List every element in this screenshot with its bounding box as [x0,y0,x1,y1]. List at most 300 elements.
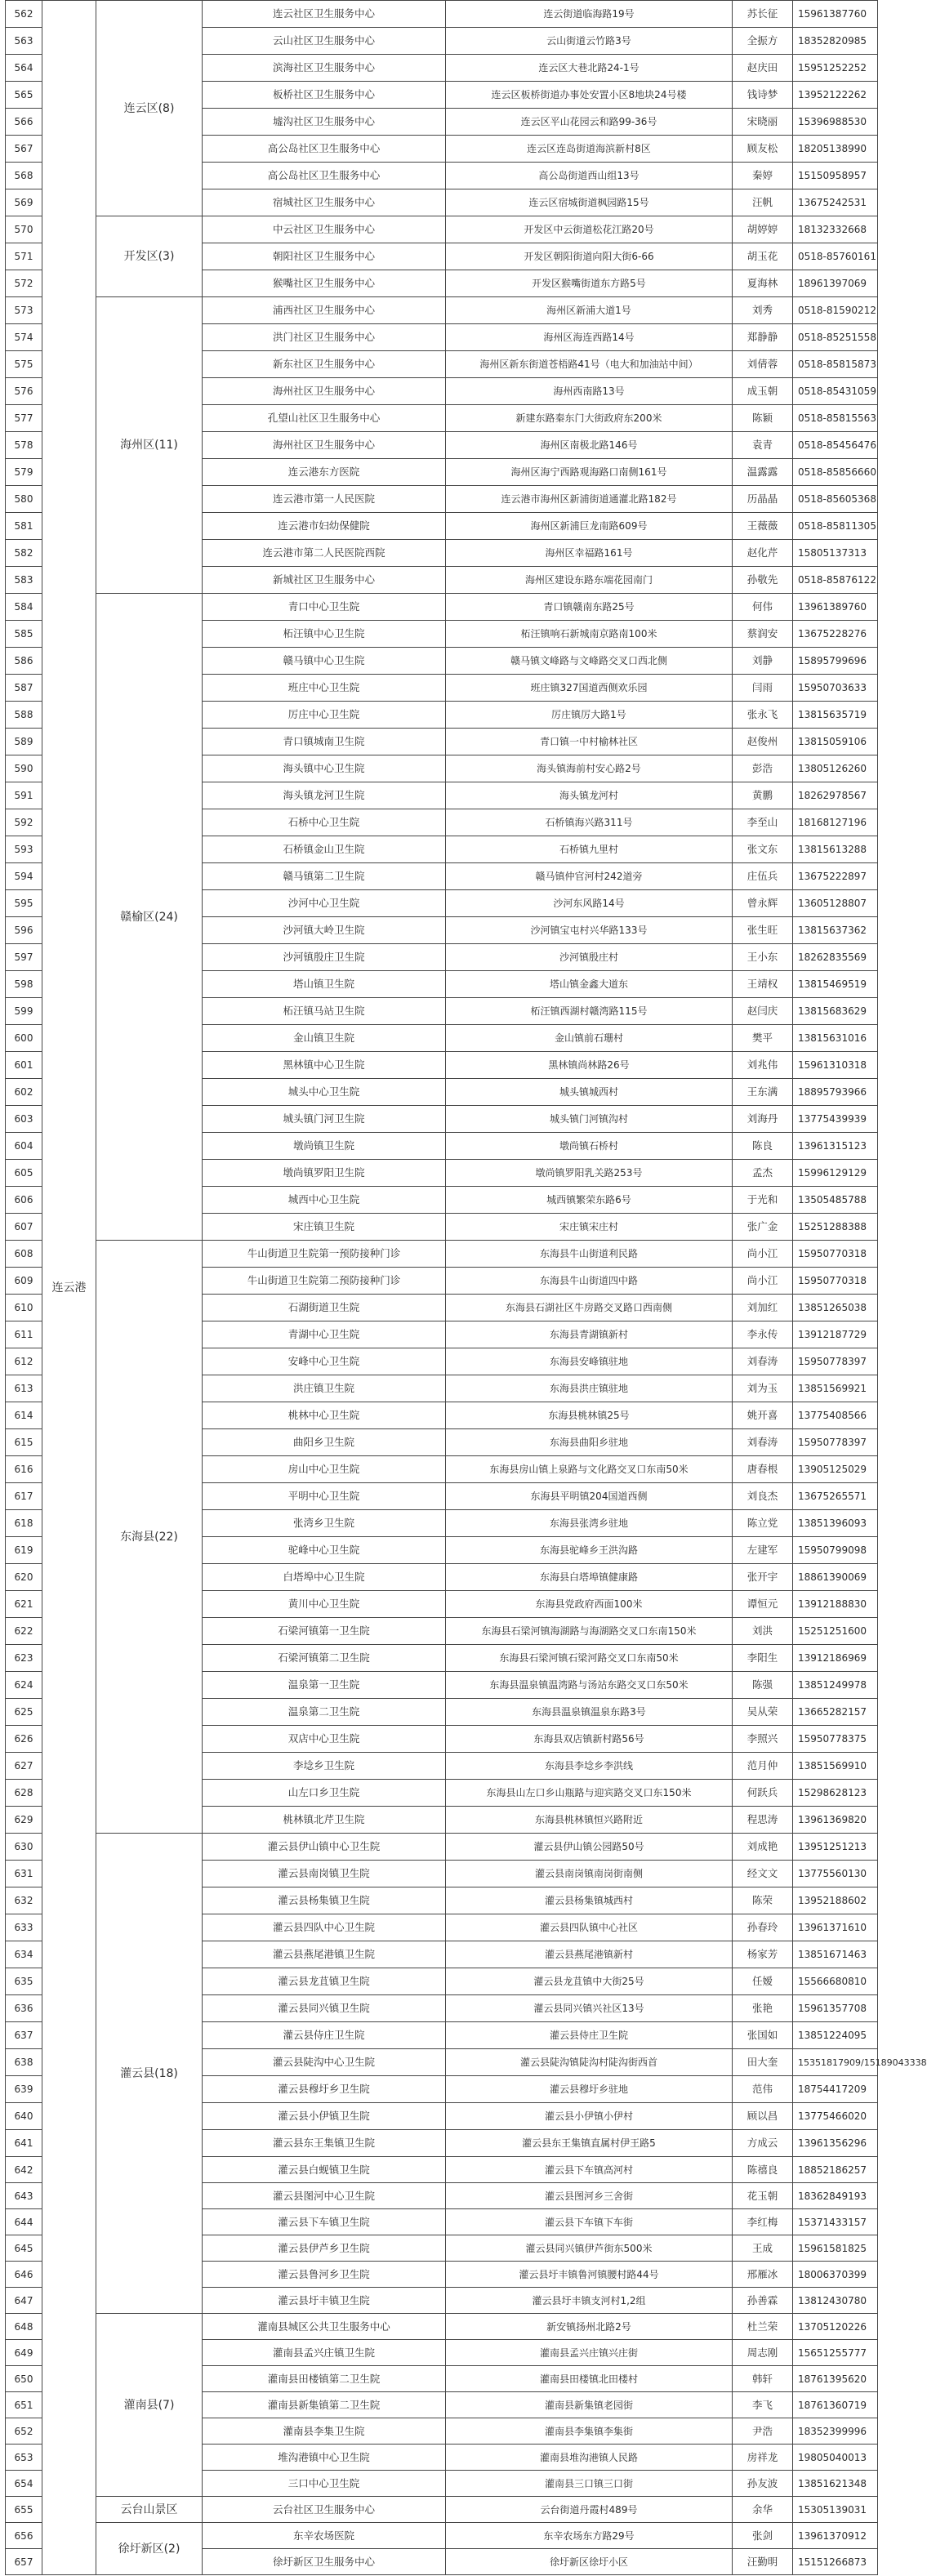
site-name: 灌云县圩丰镇卫生院 [203,2288,446,2314]
row-number: 641 [6,2130,42,2157]
table-row [6,216,878,243]
contact-phone: 13851621348 [793,2471,878,2497]
district-cell: 赣榆区(24) [96,594,203,1241]
contact-person: 田大奎 [733,2049,793,2076]
site-address: 连云港市海州区新浦街道通灌北路182号 [446,486,733,513]
site-address: 东海县双店镇新村路56号 [446,1726,733,1753]
site-address: 黑林镇尚林路26号 [446,1052,733,1079]
contact-person: 张广金 [733,1214,793,1241]
site-name: 灌云县燕尾港镇卫生院 [203,1941,446,1968]
row-number: 562 [6,1,42,28]
site-table [5,0,927,2575]
row-number: 568 [6,163,42,189]
row-number: 587 [6,675,42,702]
site-address: 新安镇扬州北路2号 [446,2314,733,2340]
row-number: 624 [6,1672,42,1699]
contact-person: 方成云 [733,2130,793,2157]
contact-person: 张国如 [733,2022,793,2049]
contact-phone: 15396988530 [793,109,878,136]
contact-phone: 0518-85815563 [793,405,878,432]
site-name: 墟沟社区卫生服务中心 [203,109,446,136]
site-name: 李埝乡卫生院 [203,1753,446,1780]
contact-phone: 15950778375 [793,1726,878,1753]
site-name: 洪庄镇卫生院 [203,1375,446,1402]
site-name: 灌云县穆圩乡卫生院 [203,2076,446,2103]
site-address: 青口镇一中村榆林社区 [446,729,733,755]
district-cell: 连云区(8) [96,1,203,216]
row-number: 564 [6,55,42,82]
contact-person: 黄鹏 [733,782,793,809]
contact-person: 李阳生 [733,1645,793,1672]
row-number: 579 [6,459,42,486]
site-address: 柘汪镇西湖村赣湾路115号 [446,998,733,1025]
contact-phone: 13815469519 [793,971,878,998]
site-address: 灌云县四队镇中心社区 [446,1914,733,1941]
contact-person: 张永飞 [733,702,793,729]
site-name: 灌云县图河中心卫生院 [203,2183,446,2209]
row-number: 576 [6,378,42,405]
row-number: 572 [6,270,42,297]
row-number: 585 [6,621,42,648]
contact-person: 杨家芳 [733,1941,793,1968]
contact-phone: 15351817909/15189043338 [793,2049,878,2076]
contact-person: 赵闫庆 [733,998,793,1025]
site-address: 连云区大巷北路24-1号 [446,55,733,82]
contact-phone: 13805126260 [793,755,878,782]
row-number: 616 [6,1456,42,1483]
contact-phone: 15251251600 [793,1618,878,1645]
contact-phone: 13665282157 [793,1699,878,1726]
site-address: 连云区平山花园云和路99-36号 [446,109,733,136]
site-address: 云山街道云竹路3号 [446,28,733,55]
contact-phone: 18761360719 [793,2392,878,2418]
site-address: 沙河东风路14号 [446,890,733,917]
site-name: 牛山街道卫生院第二预防接种门诊 [203,1268,446,1295]
site-name: 曲阳乡卫生院 [203,1429,446,1456]
site-name: 班庄中心卫生院 [203,675,446,702]
site-name: 滨海社区卫生服务中心 [203,55,446,82]
site-name: 海头镇中心卫生院 [203,755,446,782]
contact-person: 邢雁冰 [733,2262,793,2288]
contact-person: 任嫒 [733,1968,793,1995]
site-address: 连云区板桥街道办事处安置小区8地块24号楼 [446,82,733,109]
site-address: 连云区宿城街道枫园路15号 [446,189,733,216]
contact-person: 姚开喜 [733,1402,793,1429]
contact-phone: 18961397069 [793,270,878,297]
contact-person: 陈良 [733,1133,793,1160]
contact-phone: 15371433157 [793,2209,878,2235]
site-address: 东海县驼峰乡王洪沟路 [446,1537,733,1564]
site-name: 灌云县伊芦乡卫生院 [203,2235,446,2262]
district-cell: 开发区(3) [96,216,203,297]
contact-phone: 15950703633 [793,675,878,702]
contact-phone: 15996129129 [793,1160,878,1187]
site-name: 青口镇城南卫生院 [203,729,446,755]
site-address: 灌云县圩丰镇鲁河镇腰村路44号 [446,2262,733,2288]
contact-person: 陈强 [733,1672,793,1699]
site-address: 东海县曲阳乡驻地 [446,1429,733,1456]
contact-person: 李照兴 [733,1726,793,1753]
site-name: 灌云县鲁河乡卫生院 [203,2262,446,2288]
site-name: 灌南县城区公共卫生服务中心 [203,2314,446,2340]
site-address: 灌云县同兴镇兴社区13号 [446,1995,733,2022]
contact-person: 庄伍兵 [733,863,793,890]
site-address: 墩尚镇石桥村 [446,1133,733,1160]
contact-person: 杜兰荣 [733,2314,793,2340]
contact-phone: 18861390069 [793,1564,878,1591]
row-number: 582 [6,540,42,567]
site-name: 桃林镇北芹卫生院 [203,1807,446,1834]
site-address: 开发区猴嘴街道东方路5号 [446,270,733,297]
site-address: 徐圩新区徐圩小区 [446,2549,733,2575]
site-name: 石梁河镇第一卫生院 [203,1618,446,1645]
contact-phone: 13961369820 [793,1807,878,1834]
site-name: 宋庄镇卫生院 [203,1214,446,1241]
contact-person: 何伟 [733,594,793,621]
site-name: 柘汪镇中心卫生院 [203,621,446,648]
contact-person: 宋晓丽 [733,109,793,136]
contact-person: 张剑 [733,2523,793,2549]
site-address: 赣马镇文峰路与文峰路交叉口西北侧 [446,648,733,675]
contact-phone: 13505485788 [793,1187,878,1214]
contact-phone: 18262978567 [793,782,878,809]
contact-person: 尚小江 [733,1241,793,1268]
site-name: 灌云县陡沟中心卫生院 [203,2049,446,2076]
table-row [6,1834,878,1861]
row-number: 612 [6,1348,42,1375]
site-name: 三口中心卫生院 [203,2471,446,2497]
contact-person: 刘加红 [733,1295,793,1321]
contact-phone: 18006370399 [793,2262,878,2288]
site-name: 黑林镇中心卫生院 [203,1052,446,1079]
contact-phone: 13775560130 [793,1861,878,1887]
site-name: 赣马镇第二卫生院 [203,863,446,890]
row-number: 571 [6,243,42,270]
site-address: 灌云县下车镇高河村 [446,2157,733,2183]
site-name: 灌云县白蚬镇卫生院 [203,2157,446,2183]
row-number: 648 [6,2314,42,2340]
site-address: 东海县石湖社区牛房路交叉路口西南侧 [446,1295,733,1321]
row-number: 642 [6,2157,42,2183]
contact-person: 张生旺 [733,917,793,944]
site-name: 浦西社区卫生服务中心 [203,297,446,324]
site-address: 东海县牛山街道利民路 [446,1241,733,1268]
contact-phone: 13775408566 [793,1402,878,1429]
contact-person: 王靖权 [733,971,793,998]
contact-person: 王东满 [733,1079,793,1106]
site-name: 连云港市第一人民医院 [203,486,446,513]
site-name: 灌云县杨集镇卫生院 [203,1887,446,1914]
contact-person: 范月仲 [733,1753,793,1780]
contact-phone: 15651255777 [793,2340,878,2366]
row-number: 620 [6,1564,42,1591]
site-name: 东辛农场医院 [203,2523,446,2549]
district-cell: 云台山景区 [96,2497,203,2523]
table-row [6,297,878,324]
contact-phone: 13961370912 [793,2523,878,2549]
contact-person: 历晶晶 [733,486,793,513]
contact-person: 程思涛 [733,1807,793,1834]
contact-phone: 15961357708 [793,1995,878,2022]
contact-phone: 0518-85856660 [793,459,878,486]
site-name: 石桥中心卫生院 [203,809,446,836]
site-address: 云台街道丹霞村489号 [446,2497,733,2523]
site-name: 赣马镇中心卫生院 [203,648,446,675]
site-address: 东海县石梁河镇海湖路与海湖路交叉口东南150米 [446,1618,733,1645]
row-number: 646 [6,2262,42,2288]
contact-phone: 13961371610 [793,1914,878,1941]
contact-phone: 18852186257 [793,2157,878,2183]
site-name: 新城社区卫生服务中心 [203,567,446,594]
row-number: 655 [6,2497,42,2523]
contact-person: 夏海林 [733,270,793,297]
row-number: 657 [6,2549,42,2575]
contact-person: 全振方 [733,28,793,55]
contact-phone: 13675222897 [793,863,878,890]
row-number: 609 [6,1268,42,1295]
contact-person: 于光和 [733,1187,793,1214]
contact-person: 刘为玉 [733,1375,793,1402]
site-name: 城头中心卫生院 [203,1079,446,1106]
row-number: 599 [6,998,42,1025]
site-address: 灌南县堆沟港镇人民路 [446,2445,733,2471]
site-name: 房山中心卫生院 [203,1456,446,1483]
contact-phone: 15950799098 [793,1537,878,1564]
site-address: 东海县房山镇上泉路与文化路交叉口东南50米 [446,1456,733,1483]
row-number: 586 [6,648,42,675]
contact-person: 孙友波 [733,2471,793,2497]
contact-phone: 0518-81590212 [793,297,878,324]
row-number: 628 [6,1780,42,1807]
row-number: 615 [6,1429,42,1456]
site-name: 双店中心卫生院 [203,1726,446,1753]
row-number: 600 [6,1025,42,1052]
row-number: 625 [6,1699,42,1726]
row-number: 588 [6,702,42,729]
site-name: 连云港东方医院 [203,459,446,486]
site-address: 海州区新浦大道1号 [446,297,733,324]
site-address: 东海县山左口乡山瓶路与迎宾路交叉口东150米 [446,1780,733,1807]
contact-person: 尹浩 [733,2418,793,2445]
contact-phone: 13851224095 [793,2022,878,2049]
contact-phone: 15150958957 [793,163,878,189]
site-address: 宋庄镇宋庄村 [446,1214,733,1241]
site-address: 灌云县南岗镇南岗街南侧 [446,1861,733,1887]
row-number: 578 [6,432,42,459]
site-address: 灌云县侍庄卫生院 [446,2022,733,2049]
table-row [6,2314,878,2340]
contact-phone: 13675228276 [793,621,878,648]
row-number: 631 [6,1861,42,1887]
row-number: 610 [6,1295,42,1321]
contact-phone: 0518-85605368 [793,486,878,513]
contact-person: 刘秀 [733,297,793,324]
contact-person: 闫雨 [733,675,793,702]
contact-phone: 15298628123 [793,1780,878,1807]
site-name: 石梁河镇第二卫生院 [203,1645,446,1672]
contact-person: 张艳 [733,1995,793,2022]
contact-phone: 18205138990 [793,136,878,163]
site-name: 灌南县田楼镇第二卫生院 [203,2366,446,2392]
contact-person: 范伟 [733,2076,793,2103]
site-name: 温泉第二卫生院 [203,1699,446,1726]
contact-phone: 13815635719 [793,702,878,729]
site-name: 城头镇门河卫生院 [203,1106,446,1133]
contact-person: 顾友松 [733,136,793,163]
site-address: 东海县安峰镇驻地 [446,1348,733,1375]
site-address: 开发区中云街道松花江路20号 [446,216,733,243]
row-number: 630 [6,1834,42,1861]
contact-phone: 13775466020 [793,2103,878,2130]
row-number: 565 [6,82,42,109]
contact-phone: 18754417209 [793,2076,878,2103]
site-address: 石桥镇海兴路311号 [446,809,733,836]
contact-person: 李至山 [733,809,793,836]
row-number: 611 [6,1321,42,1348]
contact-phone: 18352820985 [793,28,878,55]
site-address: 墩尚镇罗阳乳关路253号 [446,1160,733,1187]
contact-phone: 0518-85811305 [793,513,878,540]
site-name: 连云港市妇幼保健院 [203,513,446,540]
contact-phone: 13815683629 [793,998,878,1025]
contact-person: 赵庆田 [733,55,793,82]
district-cell: 海州区(11) [96,297,203,594]
contact-person: 刘春涛 [733,1348,793,1375]
contact-phone: 15566680810 [793,1968,878,1995]
row-number: 591 [6,782,42,809]
row-number: 594 [6,863,42,890]
contact-person: 彭浩 [733,755,793,782]
contact-person: 李飞 [733,2392,793,2418]
row-number: 605 [6,1160,42,1187]
row-number: 567 [6,136,42,163]
contact-phone: 13912186969 [793,1645,878,1672]
site-address: 海州西南路13号 [446,378,733,405]
site-address: 海头镇龙河村 [446,782,733,809]
contact-phone: 15895799696 [793,648,878,675]
contact-person: 刘倩蓉 [733,351,793,378]
site-name: 张湾乡卫生院 [203,1510,446,1537]
contact-person: 刘海丹 [733,1106,793,1133]
row-number: 619 [6,1537,42,1564]
site-name: 山左口乡卫生院 [203,1780,446,1807]
row-number: 614 [6,1402,42,1429]
site-address: 城西镇繁荣东路6号 [446,1187,733,1214]
contact-phone: 13775439939 [793,1106,878,1133]
site-address: 海州区新东街道苍梧路41号（电大和加油站中间） [446,351,733,378]
site-name: 柘汪镇马站卫生院 [203,998,446,1025]
site-name: 灌云县小伊镇卫生院 [203,2103,446,2130]
contact-phone: 13705120226 [793,2314,878,2340]
site-address: 东海县温泉镇温泉东路3号 [446,1699,733,1726]
site-name: 灌南县新集镇第二卫生院 [203,2392,446,2418]
site-name: 板桥社区卫生服务中心 [203,82,446,109]
row-number: 638 [6,2049,42,2076]
contact-phone: 13912187729 [793,1321,878,1348]
row-number: 593 [6,836,42,863]
contact-phone: 19805040013 [793,2445,878,2471]
row-number: 589 [6,729,42,755]
contact-person: 李红梅 [733,2209,793,2235]
site-address: 海州区南极北路146号 [446,432,733,459]
site-address: 东海县桃林镇恒兴路附近 [446,1807,733,1834]
site-name: 安峰中心卫生院 [203,1348,446,1375]
site-name: 沙河镇殷庄卫生院 [203,944,446,971]
contact-phone: 13851569910 [793,1753,878,1780]
site-name: 堆沟港镇中心卫生院 [203,2445,446,2471]
site-address: 石桥镇九里村 [446,836,733,863]
contact-person: 袁青 [733,432,793,459]
contact-phone: 13851671463 [793,1941,878,1968]
row-number: 653 [6,2445,42,2471]
site-name: 厉庄中心卫生院 [203,702,446,729]
site-address: 东海县桃林镇25号 [446,1402,733,1429]
contact-person: 樊平 [733,1025,793,1052]
site-address: 灌云县图河乡三舍街 [446,2183,733,2209]
row-number: 570 [6,216,42,243]
row-number: 606 [6,1187,42,1214]
row-number: 598 [6,971,42,998]
site-name: 灌云县下车镇卫生院 [203,2209,446,2235]
contact-phone: 13851396093 [793,1510,878,1537]
row-number: 584 [6,594,42,621]
site-name: 牛山街道卫生院第一预防接种门诊 [203,1241,446,1268]
contact-person: 刘兆伟 [733,1052,793,1079]
site-address: 沙河镇殷庄村 [446,944,733,971]
contact-phone: 0518-85876122 [793,567,878,594]
contact-phone: 13961356296 [793,2130,878,2157]
contact-phone: 0518-85760161 [793,243,878,270]
row-number: 636 [6,1995,42,2022]
site-address: 灌云县伊山镇公园路50号 [446,1834,733,1861]
site-address: 海州区建设东路东端花园南门 [446,567,733,594]
contact-phone: 0518-85456476 [793,432,878,459]
district-cell: 东海县(22) [96,1241,203,1834]
site-address: 东海县石梁河镇石梁河路交叉口东南50米 [446,1645,733,1672]
site-address: 海州区海宁西路观海路口南侧161号 [446,459,733,486]
site-address: 灌云县小伊镇小伊村 [446,2103,733,2130]
contact-person: 何跃兵 [733,1780,793,1807]
site-name: 灌南县李集卫生院 [203,2418,446,2445]
site-name: 石湖街道卫生院 [203,1295,446,1321]
site-address: 赣马镇仲官河村242道旁 [446,863,733,890]
contact-phone: 13605128807 [793,890,878,917]
contact-person: 郑静静 [733,324,793,351]
row-number: 632 [6,1887,42,1914]
site-name: 温泉第一卫生院 [203,1672,446,1699]
site-name: 灌云县南岗镇卫生院 [203,1861,446,1887]
contact-person: 蔡润安 [733,621,793,648]
site-address: 灌南县三口镇三口街 [446,2471,733,2497]
site-address: 海州区幸福路161号 [446,540,733,567]
contact-phone: 15961581825 [793,2235,878,2262]
contact-person: 尚小江 [733,1268,793,1295]
table-row [6,1,878,28]
site-address: 东海县牛山街道四中路 [446,1268,733,1295]
row-number: 633 [6,1914,42,1941]
contact-person: 孟杰 [733,1160,793,1187]
site-name: 孔望山社区卫生服务中心 [203,405,446,432]
district-cell: 灌云县(18) [96,1834,203,2314]
contact-person: 陈禧良 [733,2157,793,2183]
site-name: 桃林中心卫生院 [203,1402,446,1429]
row-number: 604 [6,1133,42,1160]
site-name: 驼峰中心卫生院 [203,1537,446,1564]
contact-person: 王小东 [733,944,793,971]
site-address: 灌云县杨集镇城西村 [446,1887,733,1914]
site-name: 朝阳社区卫生服务中心 [203,243,446,270]
contact-person: 温露露 [733,459,793,486]
